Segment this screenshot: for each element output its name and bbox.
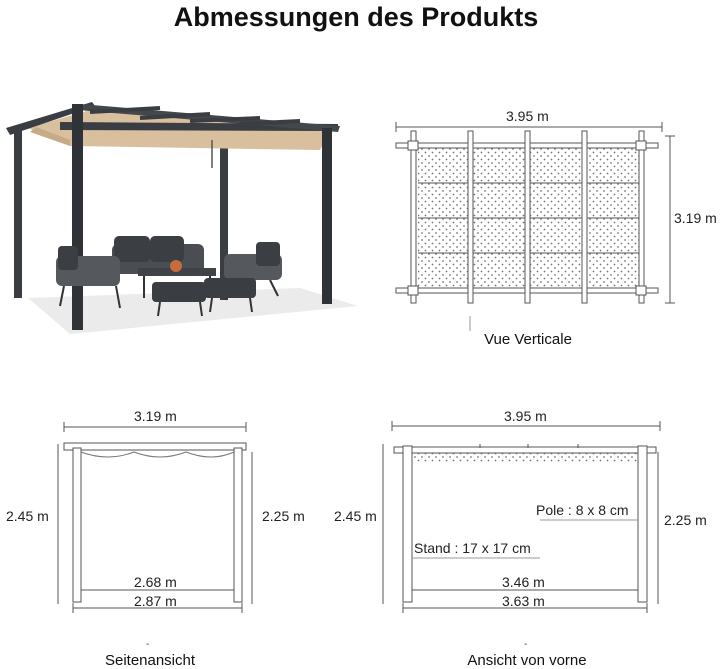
front-view-inner-width-label: 3.46 m: [502, 574, 545, 590]
side-view-outer-width-label: 2.87 m: [134, 593, 177, 609]
side-view-caption: Seitenansicht: [90, 652, 210, 669]
pergola-photo: [6, 102, 358, 334]
top-view-width-label: 3.95 m: [506, 108, 549, 124]
top-view-caption: Vue Verticale: [462, 331, 594, 353]
pole-size-label: Pole : 8 x 8 cm: [536, 502, 629, 518]
stand-size-label: Stand : 17 x 17 cm: [414, 540, 531, 556]
side-view-right-height-label: 2.25 m: [262, 508, 305, 524]
front-view-right-height-label: 2.25 m: [664, 512, 707, 528]
front-view-outer-width-label: 3.63 m: [502, 593, 545, 609]
front-view-caption: Ansicht von vorne: [444, 652, 610, 669]
top-view-depth-label: 3.19 m: [674, 210, 717, 226]
front-view-top-width-label: 3.95 m: [504, 408, 547, 424]
front-view-left-height-label: 2.45 m: [334, 508, 377, 524]
side-view-top-width-label: 3.19 m: [134, 408, 177, 424]
side-view-inner-width-label: 2.68 m: [134, 574, 177, 590]
page-title: Abmessungen des Produkts: [140, 0, 572, 48]
top-view-drawing: [396, 122, 675, 350]
front-view-marker: -: [524, 639, 528, 650]
side-view-left-height-label: 2.45 m: [6, 508, 49, 524]
side-view-marker: -: [146, 639, 150, 650]
